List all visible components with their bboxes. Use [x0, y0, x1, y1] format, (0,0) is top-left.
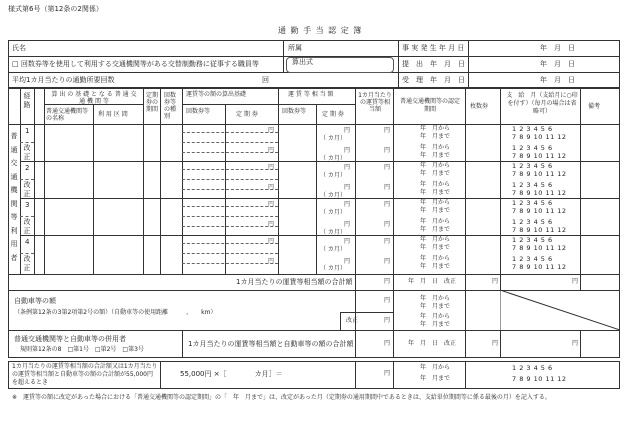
- months-2b[interactable]: 7 8 9 10 11 12: [512, 170, 567, 178]
- over-limit-from[interactable]: 年 月から: [420, 364, 451, 371]
- equiv-yen-3: 円: [344, 201, 351, 208]
- submit-date-label: 提 出 年 月 日: [402, 60, 465, 68]
- period-to-4[interactable]: 年 月まで: [420, 244, 451, 251]
- car-period-from-2[interactable]: 年 月から: [420, 313, 451, 320]
- months-1a[interactable]: 1 2 3 4 5 6: [512, 125, 553, 133]
- monthly-total-yen3: 円: [572, 278, 579, 285]
- fact-date-label: 事 実 発 生 年 月 日: [402, 44, 465, 52]
- monthly-total-yen: 円: [384, 278, 391, 285]
- basis-name-header: 普通交通機関等の名称: [46, 108, 89, 122]
- fare-yen-4b: 円: [268, 258, 275, 265]
- months-4d[interactable]: 7 8 9 10 11 12: [512, 263, 567, 271]
- monthly-yen-1b: 円: [384, 147, 391, 154]
- combined-yen: 円: [384, 340, 391, 347]
- monthly-yen-4b: 円: [384, 258, 391, 265]
- equiv-months-4b: （ カ月）: [320, 265, 346, 272]
- period-from-4b[interactable]: 年 月から: [420, 255, 451, 262]
- fare-yen-3b: 円: [268, 221, 275, 228]
- car-amount-label: 自動車等の額: [14, 297, 56, 305]
- footnote: ※ 運賃等の額に改定があった場合における「普通交通機関等の認定期間」の「 年 月まで」は、改定があった月（定期券の通用期間中であるときは、支給単位期間等に係る最後の月）を記入する。: [12, 394, 551, 401]
- months-4a[interactable]: 1 2 3 4 5 6: [512, 236, 553, 244]
- monthly-total-yen2: 円: [492, 278, 499, 285]
- accept-date-value[interactable]: 年 月 日: [540, 76, 575, 84]
- months-3b[interactable]: 7 8 9 10 11 12: [512, 207, 567, 215]
- period-to-2[interactable]: 年 月まで: [420, 170, 451, 177]
- car-diagonal-strike: [500, 290, 620, 330]
- fare-yen-1a: 円: [268, 127, 275, 134]
- kaisuu-kind-header: 回数券等の種別: [164, 92, 177, 120]
- combined-user-label: 普通交通機関等と自動車等の併用者: [14, 335, 126, 343]
- car-revision: 改正: [346, 317, 359, 324]
- accept-date-label: 受 理 年 月 日: [402, 76, 465, 84]
- monthly-yen-3: 円: [384, 201, 391, 208]
- period-from-3[interactable]: 年 月から: [420, 199, 451, 206]
- months-1b[interactable]: 7 8 9 10 11 12: [512, 133, 567, 141]
- equiv-months-3: （ カ月）: [320, 209, 346, 216]
- ticket-count-header: 枚数券: [470, 103, 489, 110]
- affiliation-label: 所属: [288, 44, 302, 52]
- route-number-2: 2: [25, 164, 30, 172]
- months-1c[interactable]: 1 2 3 4 5 6: [512, 144, 553, 152]
- car-amount-sub: （条例第12条の3第2項第2号の額）（自動車等の使用距離 ， km）: [14, 309, 217, 316]
- monthly-yen-2b: 円: [384, 184, 391, 191]
- avg-trips-unit: 回: [262, 76, 269, 84]
- months-3d[interactable]: 7 8 9 10 11 12: [512, 226, 567, 234]
- calc-formula-label: 算出式: [292, 58, 313, 66]
- checkbox-icon: □: [12, 60, 19, 68]
- submit-date-value[interactable]: 年 月 日: [540, 60, 575, 68]
- equiv-yen-1: 円: [344, 127, 351, 134]
- period-from-3b[interactable]: 年 月から: [420, 218, 451, 225]
- fare-teiki-header: 定 期 券: [236, 111, 258, 118]
- combined-yen2: 円: [492, 340, 499, 347]
- combined-total-label: 1カ月当たりの運賃等相当額と自動車等の額の合計額: [188, 340, 354, 348]
- route-number-4: 4: [25, 238, 30, 246]
- revision-label-1: 改正: [23, 144, 31, 161]
- equiv-yen-4: 円: [344, 238, 351, 245]
- equiv-yen-1b: 円: [344, 147, 351, 154]
- equiv-yen-2b: 円: [344, 184, 351, 191]
- equiv-months-2: （ カ月）: [320, 172, 346, 179]
- monthly-total-date[interactable]: 年 月 日 改正: [408, 278, 457, 285]
- name-label: 氏名: [12, 44, 26, 52]
- equiv-months-2b: （ カ月）: [320, 192, 346, 199]
- period-from-4[interactable]: 年 月から: [420, 236, 451, 243]
- monthly-yen-3b: 円: [384, 221, 391, 228]
- recog-period-header: 普通交通機関等の認定期間: [399, 98, 460, 113]
- fare-equiv-header: 運 賃 等 相 当 額: [288, 91, 334, 98]
- revision-label-3: 改正: [23, 218, 31, 235]
- months-3c[interactable]: 1 2 3 4 5 6: [512, 218, 553, 226]
- period-from-1[interactable]: 年 月から: [420, 125, 451, 132]
- period-to-1b[interactable]: 年 月まで: [420, 152, 451, 159]
- period-to-2b[interactable]: 年 月まで: [420, 189, 451, 196]
- fare-yen-2a: 円: [268, 164, 275, 171]
- over-limit-to[interactable]: 年 月まで: [420, 375, 451, 382]
- monthly-yen-4: 円: [384, 238, 391, 245]
- period-to-3b[interactable]: 年 月まで: [420, 226, 451, 233]
- page-title: 通 勤 手 当 認 定 簿: [278, 26, 363, 35]
- fare-yen-1b: 円: [268, 147, 275, 154]
- period-to-1[interactable]: 年 月まで: [420, 133, 451, 140]
- months-2a[interactable]: 1 2 3 4 5 6: [512, 162, 553, 170]
- equiv-months-1b: （ カ月）: [320, 155, 346, 162]
- period-to-3[interactable]: 年 月まで: [420, 207, 451, 214]
- calc-formula-box[interactable]: [286, 57, 394, 73]
- fact-date-value[interactable]: 年 月 日: [540, 44, 575, 52]
- months-1d[interactable]: 7 8 9 10 11 12: [512, 152, 567, 160]
- months-3a[interactable]: 1 2 3 4 5 6: [512, 199, 553, 207]
- car-period-from[interactable]: 年 月から: [420, 295, 451, 302]
- equiv-kaisuu-header: 回数券等: [282, 108, 307, 115]
- car-yen: 円: [384, 297, 391, 304]
- car-period-to[interactable]: 年 月まで: [420, 303, 451, 310]
- basis-header: 算 出 の 基 礎 と な る 普 通 交 通 機 関 等: [51, 91, 137, 105]
- months-4c[interactable]: 1 2 3 4 5 6: [512, 255, 553, 263]
- equiv-teiki-header: 定 期 券: [322, 111, 344, 118]
- equiv-yen-4b: 円: [344, 258, 351, 265]
- period-from-2[interactable]: 年 月から: [420, 162, 451, 169]
- over-limit-formula[interactable]: 55,000円 ×［ カ月］＝: [180, 370, 283, 378]
- car-yen-2: 円: [384, 317, 391, 324]
- over-limit-months-b[interactable]: 7 8 9 10 11 12: [512, 375, 567, 383]
- monthly-equiv-header: 1カ月当たりの運賃等相当額: [358, 92, 392, 113]
- period-to-4b[interactable]: 年 月まで: [420, 263, 451, 270]
- equiv-months-4: （ カ月）: [320, 246, 346, 253]
- fare-yen-3a: 円: [268, 201, 275, 208]
- equiv-months-3b: （ カ月）: [320, 229, 346, 236]
- teiki-period-header: 定期券の期間: [146, 92, 159, 113]
- route-header: 経路: [23, 92, 31, 109]
- revision-label-4: 改正: [23, 255, 31, 272]
- monthly-yen-2: 円: [384, 164, 391, 171]
- route-number-1: 1: [25, 127, 30, 135]
- revision-label-2: 改正: [23, 181, 31, 198]
- period-from-2b[interactable]: 年 月から: [420, 181, 451, 188]
- monthly-yen-1: 円: [384, 127, 391, 134]
- fare-yen-4a: 円: [268, 238, 275, 245]
- route-number-3: 3: [25, 201, 30, 209]
- months-2d[interactable]: 7 8 9 10 11 12: [512, 189, 567, 197]
- form-number: 様式第6号（第12条の2関係）: [8, 5, 103, 13]
- avg-trips-label: 平均1カ月当たりの通勤所要回数: [12, 76, 115, 84]
- fare-kaisuu-header: 回数券等: [186, 108, 211, 115]
- over-limit-months-a[interactable]: 1 2 3 4 5 6: [512, 364, 553, 372]
- fare-yen-2b: 円: [268, 184, 275, 191]
- section-header: 利 用 区 間: [98, 111, 128, 118]
- equiv-months-1: （ カ月）: [320, 135, 346, 142]
- remarks-header: 備考: [588, 103, 601, 110]
- monthly-total-label: 1カ月当たりの運賃等相当額の合計額: [236, 278, 353, 286]
- months-2c[interactable]: 1 2 3 4 5 6: [512, 181, 553, 189]
- months-4b[interactable]: 7 8 9 10 11 12: [512, 244, 567, 252]
- combined-date[interactable]: 年 月 日 改正: [408, 340, 457, 347]
- combined-rule-options[interactable]: 規則第12条の8 □第1号 □第2号 □第3号: [20, 346, 144, 353]
- over-limit-yen: 円: [384, 370, 391, 377]
- pay-month-header: 支 給 月（支給月に○印を付す）（毎月の場合は省略可）: [506, 92, 578, 115]
- equiv-yen-2: 円: [344, 164, 351, 171]
- fare-basis-header: 運賃等の額の算出基礎: [186, 91, 247, 98]
- car-period-to-2[interactable]: 年 月まで: [420, 321, 451, 328]
- side-label: 普 通 交 通 機 関 等 利 用 者: [10, 132, 18, 262]
- over-limit-label: 1カ月当たりの運賃等相当額の合計額又は1カ月当たりの運賃等相当額と自動車等の額の合計額が55,000円を超えるとき: [12, 363, 158, 386]
- combined-yen3: 円: [572, 340, 579, 347]
- shift-checkbox-row[interactable]: □ 回数券等を使用して利用する交通機関等がある交替制勤務に従事する職員等: [12, 60, 259, 68]
- period-from-1b[interactable]: 年 月から: [420, 144, 451, 151]
- equiv-yen-3b: 円: [344, 221, 351, 228]
